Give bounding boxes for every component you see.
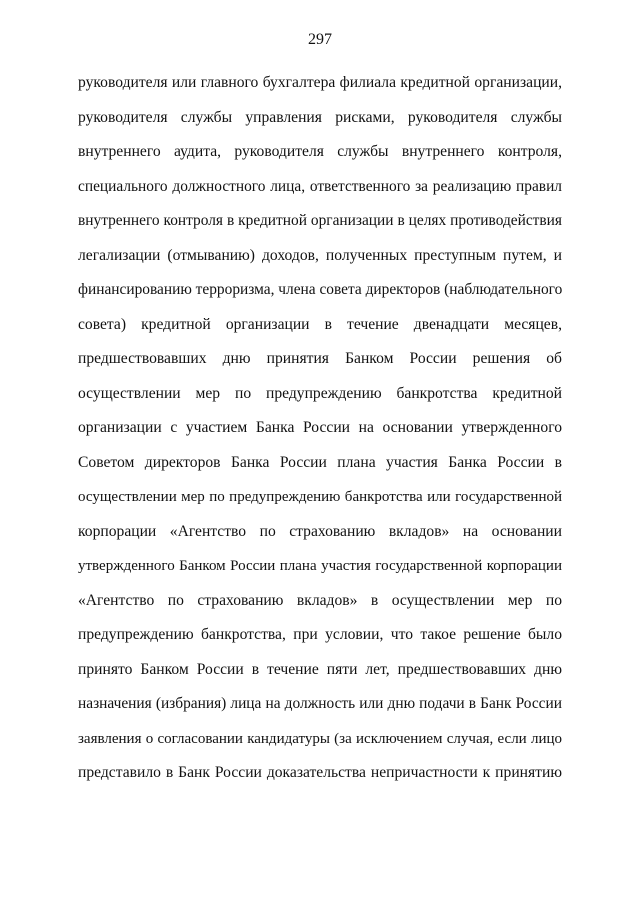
- text-line-10: осуществлении мер по предупреждению банкротства кредитной: [78, 384, 562, 402]
- text-line-12: Советом директоров Банка России плана участия Банка России в: [78, 453, 562, 471]
- text-line-19: назначения (избрания) лица на должность или дню подачи в Банк России: [78, 695, 562, 712]
- text-line-2: руководителя службы управления рисками, руководителя службы: [78, 108, 562, 126]
- text-line-17: предупреждению банкротства, при условии, что такое решение было: [78, 626, 562, 643]
- text-line-8: совета) кредитной организации в течение двенадцати месяцев,: [78, 315, 562, 333]
- text-line-21: представило в Банк России доказательства непричастности к принятию: [78, 764, 562, 781]
- text-line-11: организации с участием Банка России на основании утвержденного: [78, 419, 562, 436]
- text-line-3: внутреннего аудита, руководителя службы внутреннего контроля,: [78, 143, 562, 160]
- text-line-7: финансированию терроризма, члена совета директоров (наблюдательного: [78, 281, 563, 298]
- text-line-20: заявления о согласовании кандидатуры (за исключением случая, если лицо: [78, 730, 562, 747]
- page-number: 297: [308, 31, 332, 48]
- text-line-9: предшествовавших дню принятия Банком России решения об: [78, 350, 562, 367]
- text-line-5: внутреннего контроля в кредитной организации в целях противодействия: [78, 212, 562, 229]
- text-line-16: «Агентство по страхованию вкладов» в осуществлении мер по: [78, 591, 562, 609]
- text-line-14: корпорации «Агентство по страхованию вкладов» на основании: [78, 522, 562, 540]
- text-line-6: легализации (отмыванию) доходов, полученных преступным путем, и: [78, 246, 562, 264]
- body-paragraph: [78, 66, 562, 791]
- text-line-13: осуществлении мер по предупреждению банкротства или государственной: [78, 489, 562, 505]
- text-line-18: принято Банком России в течение пяти лет, предшествовавших дню: [78, 660, 562, 678]
- text-line-1: руководителя или главного бухгалтера филиала кредитной организации,: [78, 74, 562, 91]
- text-line-4: специального должностного лица, ответственного за реализацию правил: [78, 177, 562, 195]
- text-line-15: утвержденного Банком России плана участия государственной корпорации: [78, 558, 562, 574]
